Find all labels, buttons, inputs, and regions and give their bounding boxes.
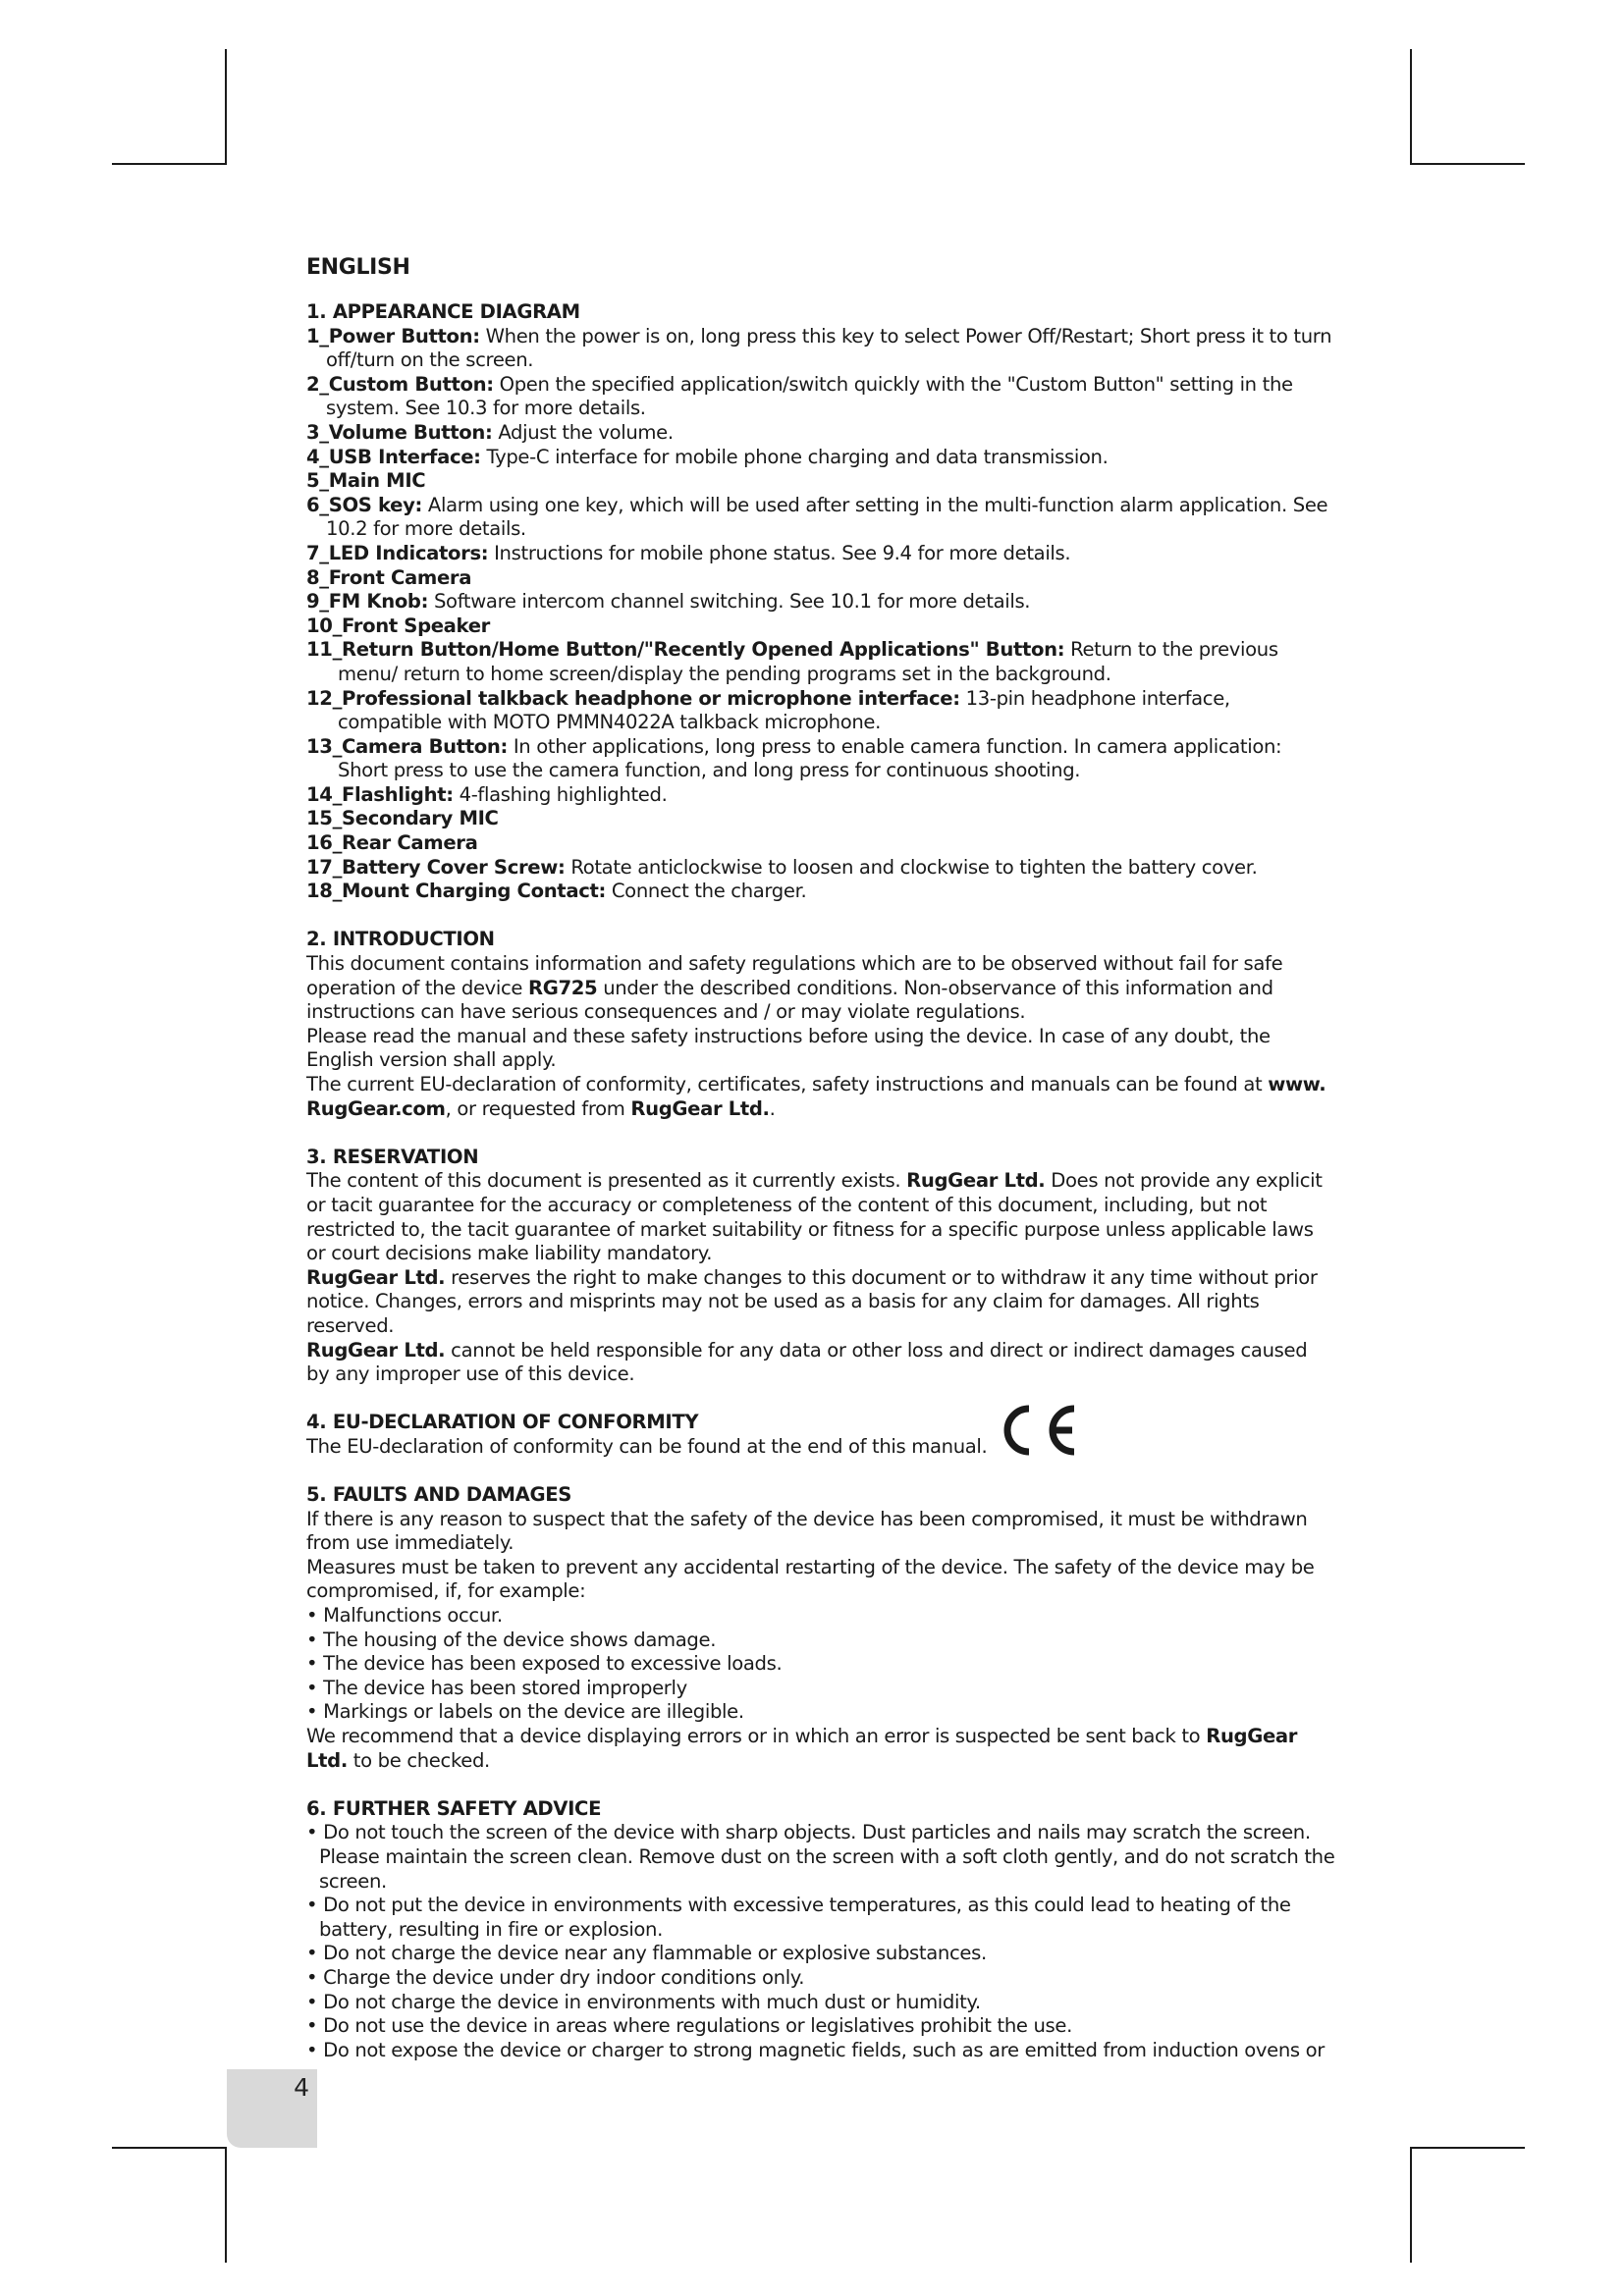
safety-bullet-item: • Charge the device under dry indoor conditions only. (306, 1965, 805, 1989)
appearance-item (306, 807, 1335, 831)
appearance-item (306, 856, 1335, 881)
appearance-item-text: Connect the charger. (605, 880, 807, 903)
section-title: 4. EU-DECLARATION OF CONFORMITY (306, 1411, 699, 1434)
section-reservation (306, 1146, 1335, 1387)
intro-paragraph-3: The current EU-declaration of conformity, certificates, safety instructions and manuals can be found at www. RugGear.com, or requested from RugGear Ltd.. (306, 1073, 1326, 1120)
appearance-item (306, 590, 1335, 614)
intro-paragraph-2: Please read the manual and these safety instructions before using the device. In case of any doubt, the English version shall apply. (306, 1024, 1271, 1072)
faults-bullet-item: • The device has been exposed to excessive loads. (306, 1652, 783, 1676)
appearance-item-text: In other applications, long press to enable camera function. In camera application: Short press to use the camera function, and long press for continuous shooting. (338, 734, 1282, 782)
faults-bullet-item: • Markings or labels on the device are illegible. (306, 1700, 744, 1724)
appearance-item-text: Software intercom channel switching. See 10.1 for more details. (428, 590, 1031, 614)
crop-mark-top-left-horizontal (112, 163, 227, 165)
appearance-item-text: Return to the previous menu/ return to home screen/display the pending programs set in the background. (338, 638, 1278, 685)
crop-mark-bottom-left-vertical (225, 2147, 227, 2263)
appearance-item-label: 16_Rear Camera (306, 831, 478, 855)
appearance-item-label: 5_Main MIC (306, 469, 426, 493)
appearance-item-label: 2_Custom Button: (306, 372, 494, 396)
crop-mark-bottom-right-horizontal (1410, 2147, 1525, 2149)
page-number-tab (227, 2069, 317, 2148)
appearance-item-label: 15_Secondary MIC (306, 807, 499, 830)
appearance-item-label: 17_Battery Cover Screw: (306, 855, 566, 879)
website-link[interactable]: www. RugGear.com (306, 1073, 1326, 1120)
appearance-item (306, 373, 1335, 421)
appearance-item-text: Type-C interface for mobile phone charging and data transmission. (480, 445, 1109, 468)
crop-mark-top-right-vertical (1410, 49, 1412, 165)
appearance-item-text: 13-pin headphone interface, compatible with MOTO PMMN4022A talkback microphone. (338, 686, 1230, 734)
faults-bullet-item: • Malfunctions occur. (306, 1604, 503, 1628)
appearance-item-text: Alarm using one key, which will be used after setting in the multi-function alarm application. See 10.2 for more details. (326, 493, 1328, 541)
appearance-item-label: 14_Flashlight: (306, 782, 454, 806)
section-faults-and-damages (306, 1483, 1335, 1773)
safety-bullet-item: • Do not expose the device or charger to strong magnetic fields, such as are emitted from induction ovens or (306, 2038, 1326, 2061)
appearance-item-label: 6_SOS key: (306, 493, 423, 516)
appearance-item (306, 421, 1335, 446)
appearance-item (306, 566, 1335, 591)
appearance-item (306, 446, 1335, 470)
appearance-item (306, 494, 1335, 542)
appearance-item (306, 614, 1335, 639)
appearance-item-label: 18_Mount Charging Contact: (306, 880, 606, 903)
safety-bullet-list (306, 1821, 1335, 2062)
section-appearance-diagram (306, 300, 1335, 904)
appearance-item (306, 735, 1335, 783)
page-number: 4 (294, 2073, 309, 2102)
faults-bullet-item: • The device has been stored improperly (306, 1676, 687, 1699)
section-eu-declaration (306, 1411, 1335, 1459)
safety-bullet-item: • Do not touch the screen of the device with sharp objects. Dust particles and nails may scratch the screen. Please maintain the screen clean. Remove dust on the screen with a soft cloth gently, and do not scratch the screen. (306, 1821, 1335, 1893)
appearance-item (306, 325, 1335, 373)
crop-mark-bottom-right-vertical (1410, 2147, 1412, 2263)
document-body (306, 253, 1335, 2062)
reservation-paragraph-1: The content of this document is presented as it currently exists. RugGear Ltd. Does not provide any explicit or tacit guarantee for the accuracy or completeness of the content of this document, including, but not restricted to, the tacit guarantee of market suitability or fitness for a specific purpose unless applicable laws or court decisions make liability mandatory. (306, 1169, 1323, 1265)
appearance-item (306, 469, 1335, 494)
section-further-safety-advice (306, 1797, 1335, 2063)
crop-mark-bottom-left-horizontal (112, 2147, 227, 2149)
appearance-item (306, 638, 1335, 686)
reservation-paragraph-3: RugGear Ltd. cannot be held responsible for any data or other loss and direct or indirect damages caused by any improper use of this device. (306, 1338, 1308, 1386)
section-title: 1. APPEARANCE DIAGRAM (306, 300, 580, 323)
appearance-item-text: Instructions for mobile phone status. See 9.4 for more details. (488, 541, 1071, 564)
appearance-item-label: 7_LED Indicators: (306, 541, 489, 564)
section-title: 6. FURTHER SAFETY ADVICE (306, 1796, 602, 1820)
faults-paragraph-2: Measures must be taken to prevent any accidental restarting of the device. The safety of the device may be compromised, if, for example: (306, 1555, 1315, 1603)
faults-bullet-item: • The housing of the device shows damage. (306, 1628, 717, 1651)
appearance-item-text: Rotate anticlockwise to loosen and clockwise to tighten the battery cover. (565, 855, 1258, 879)
appearance-item-text: When the power is on, long press this key to select Power Off/Restart; Short press it to turn off/turn on the screen. (326, 324, 1332, 372)
appearance-item-label: 11_Return Button/Home Button/"Recently Opened Applications" Button: (306, 638, 1065, 662)
section-title: 5. FAULTS AND DAMAGES (306, 1483, 572, 1507)
appearance-item-text: 4-flashing highlighted. (453, 782, 668, 806)
section-title: 2. INTRODUCTION (306, 928, 495, 951)
appearance-item-label: 3_Volume Button: (306, 420, 493, 444)
appearance-item-label: 10_Front Speaker (306, 614, 490, 637)
appearance-item-label: 13_Camera Button: (306, 734, 508, 758)
appearance-item-label: 12_Professional talkback headphone or microphone interface: (306, 686, 960, 710)
appearance-item-text: Adjust the volume. (492, 420, 674, 444)
language-heading: ENGLISH (306, 255, 410, 280)
appearance-item-label: 1_Power Button: (306, 324, 480, 347)
crop-mark-top-left-vertical (225, 49, 227, 165)
appearance-item (306, 831, 1335, 856)
appearance-item-label: 9_FM Knob: (306, 590, 429, 614)
appearance-item-list (306, 325, 1335, 904)
appearance-item-label: 4_USB Interface: (306, 445, 481, 468)
safety-bullet-item: • Do not put the device in environments with excessive temperatures, as this could lead to heating of the battery, resulting in fire or explosion. (306, 1894, 1291, 1941)
appearance-item (306, 880, 1335, 904)
appearance-item-label: 8_Front Camera (306, 565, 472, 589)
reservation-paragraph-2: RugGear Ltd. reserves the right to make changes to this document or to withdraw it any time without prior notice. Changes, errors and misprints may not be used as a basis for any claim for damages. All rights reserved. (306, 1265, 1318, 1337)
appearance-item-text: Open the specified application/switch quickly with the "Custom Button" setting in the system. See 10.3 for more details. (326, 372, 1293, 420)
faults-bullet-list (306, 1604, 1335, 1725)
section-title: 3. RESERVATION (306, 1145, 479, 1168)
crop-mark-top-right-horizontal (1410, 163, 1525, 165)
appearance-item (306, 783, 1335, 808)
safety-bullet-item: • Do not use the device in areas where regulations or legislatives prohibit the use. (306, 2014, 1072, 2038)
eu-declaration-paragraph: The EU-declaration of conformity can be found at the end of this manual. (306, 1434, 988, 1458)
ce-mark-icon (992, 1399, 1078, 1460)
safety-bullet-item: • Do not charge the device in environments with much dust or humidity. (306, 1990, 981, 2013)
faults-paragraph-1: If there is any reason to suspect that the safety of the device has been compromised, it must be withdrawn from use immediately. (306, 1507, 1308, 1555)
intro-paragraph-1: This document contains information and safety regulations which are to be observed without fail for safe operation of the device RG725 under the described conditions. Non-observance of this information and instructions can have serious consequences and / or may violate regulations. (306, 952, 1283, 1024)
appearance-item (306, 542, 1335, 566)
safety-bullet-item: • Do not charge the device near any flammable or explosive substances. (306, 1942, 987, 1965)
faults-paragraph-3: We recommend that a device displaying errors or in which an error is suspected be sent back to RugGear Ltd. to be checked. (306, 1725, 1298, 1772)
section-introduction (306, 928, 1335, 1121)
appearance-item (306, 687, 1335, 735)
